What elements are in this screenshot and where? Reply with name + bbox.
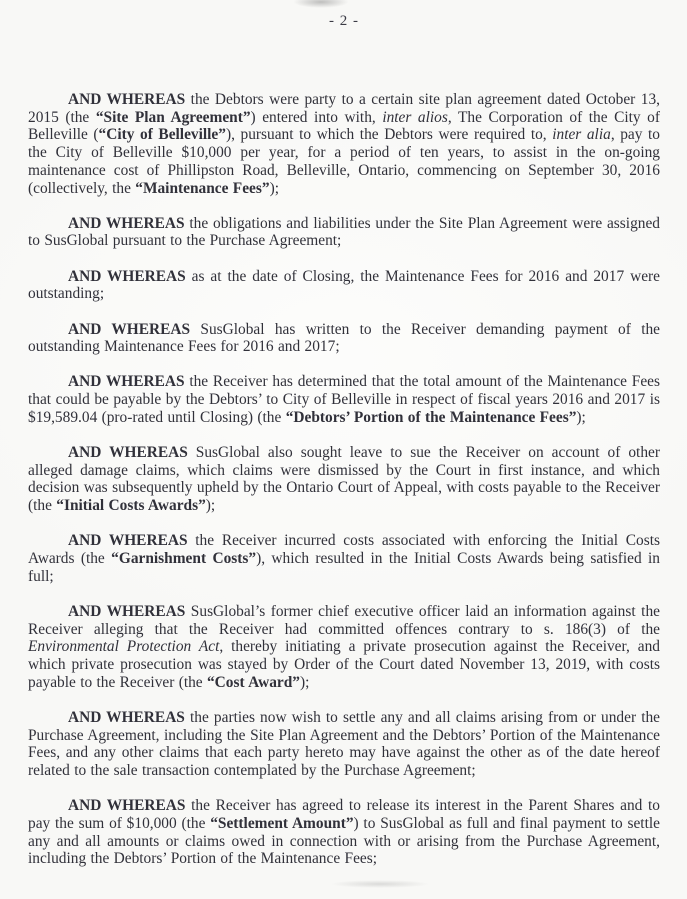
- body-text: ) to SusGlobal as full and final payment to settle any and all amounts or claims owed in connection with or arising from the Purchase Agreement, including the Debtors’ Portion of the Maintenance Fees;: [28, 815, 660, 868]
- body-text: the Receiver has determined that the total amount of the Maintenance Fees that could be payable by the Debtors’ to City of Belleville in respect of fiscal years 2016 and 2017 is $19,589.04 (pro-rated until Closing) (the: [28, 373, 660, 426]
- scan-smudge-top: [293, 0, 349, 8]
- body-text: SusGlobal’s former chief executive officer laid an information against the Receiver alleging that the Receiver had committed offences contrary to s. 186(3) of the: [28, 602, 660, 638]
- body-text: );: [299, 673, 310, 691]
- body-text: the Receiver has agreed to release its interest in the Parent Shares and to pay the sum of $10,000 (the: [28, 797, 660, 832]
- body-text: );: [576, 408, 586, 426]
- bold-text: “City of Belleville”: [98, 126, 226, 144]
- bold-text: AND WHEREAS: [68, 267, 186, 285]
- body-text: , thereby initiating a private prosecution against the Receiver, and which private prosecution was stayed by Order of the Court dated November 13, 2019, with costs payable to the Receiver (the: [28, 638, 660, 691]
- whereas-paragraph: [28, 603, 660, 692]
- italic-text: inter alia: [552, 126, 611, 144]
- body-text: as at the date of Closing, the Maintenance Fees for 2016 and 2017 were outstanding;: [28, 267, 660, 303]
- bold-text: AND WHEREAS: [68, 320, 191, 338]
- body-text: , pay to the City of Belleville $10,000 per year, for a period of ten years, to assist in the on-going maintenance cost of Phillipston Road, Belleville, Ontario, commencing on September 30, 2016 (collectively, the: [28, 126, 661, 197]
- bold-text: “Maintenance Fees”: [135, 179, 270, 197]
- whereas-paragraph: [28, 215, 660, 250]
- bold-text: AND WHEREAS: [68, 532, 188, 550]
- whereas-paragraph: [28, 321, 660, 356]
- body-text: , The Corporation of the City of Belleville (: [28, 108, 660, 144]
- whereas-paragraph: [28, 444, 660, 515]
- italic-text: Environmental Protection Act: [28, 638, 220, 656]
- bold-text: AND WHEREAS: [68, 444, 188, 462]
- page-number: - 2 -: [329, 13, 359, 29]
- body-text: );: [269, 179, 279, 197]
- bold-text: AND WHEREAS: [68, 797, 186, 815]
- bold-text: AND WHEREAS: [68, 214, 185, 232]
- body-text: ), which resulted in the Initial Costs Awards being satisfied in full;: [28, 550, 660, 585]
- body-text: ), pursuant to which the Debtors were required to,: [225, 126, 553, 144]
- body-text: SusGlobal also sought leave to sue the Receiver on account of other alleged damage claims, which claims were dismissed by the Court in first instance, and which decision was subsequently upheld by the Ontario Court of Appeal, with costs payable to the Receiver (the: [28, 444, 660, 515]
- bold-text: “Initial Costs Awards”: [56, 497, 206, 515]
- body-text: the obligations and liabilities under the Site Plan Agreement were assigned to SusGlobal pursuant to the Purchase Agreement;: [28, 214, 660, 250]
- bold-text: “Settlement Amount”: [210, 815, 354, 832]
- whereas-paragraph: [28, 709, 660, 780]
- whereas-paragraph: [28, 797, 660, 868]
- bold-text: AND WHEREAS: [68, 708, 185, 726]
- body-text: the Receiver incurred costs associated with enforcing the Initial Costs Awards (the: [28, 532, 660, 568]
- bold-text: AND WHEREAS: [68, 373, 185, 391]
- bold-text: “Cost Award”: [206, 673, 300, 691]
- bold-text: AND WHEREAS: [68, 602, 186, 620]
- body-text: SusGlobal has written to the Receiver demanding payment of the outstanding Maintenance Fees for 2016 and 2017;: [28, 320, 660, 356]
- whereas-paragraph: [28, 532, 660, 585]
- bold-text: “Site Plan Agreement”: [95, 108, 251, 126]
- body-text: the Debtors were party to a certain site plan agreement dated October 13, 2015 (the: [28, 91, 660, 126]
- body-text: );: [205, 497, 216, 515]
- scan-smudge-bottom: [330, 880, 430, 888]
- document-body: [28, 91, 660, 868]
- body-text: the parties now wish to settle any and all claims arising from or under the Purchase Agreement, including the Site Plan Agreement and the Debtors’ Portion of the Maintenance Fees, and any other claims that each party hereto may have against the other as of the date hereof related to the sale transaction contemplated by the Purchase Agreement;: [28, 708, 660, 780]
- bold-text: “Debtors’ Portion of the Maintenance Fees”: [285, 408, 577, 426]
- whereas-paragraph: [28, 268, 660, 303]
- whereas-paragraph: [28, 91, 660, 197]
- body-text: ) entered into with,: [250, 108, 383, 126]
- bold-text: AND WHEREAS: [68, 91, 186, 108]
- bold-text: “Garnishment Costs”: [111, 550, 257, 568]
- italic-text: inter alios: [382, 108, 448, 126]
- whereas-paragraph: [28, 373, 660, 426]
